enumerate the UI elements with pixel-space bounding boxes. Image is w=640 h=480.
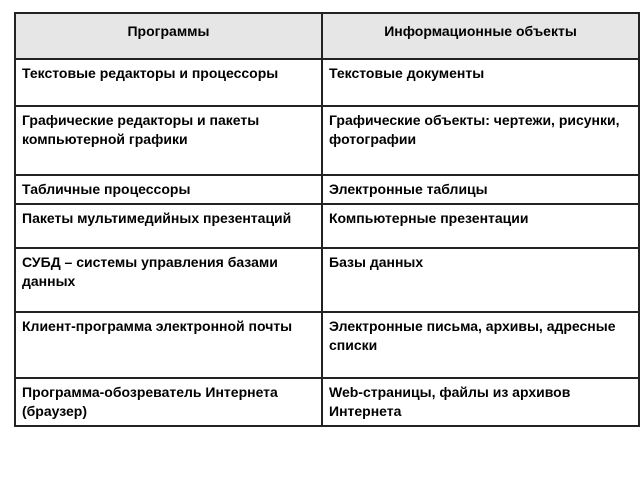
table-container [14,12,640,427]
column-header-programs: Программы [15,13,322,59]
program-cell: СУБД – системы управления базами данных [15,248,322,312]
program-cell: Программа-обозреватель Интернета (браузер) [15,378,322,426]
objects-cell: Электронные таблицы [322,175,639,204]
program-cell: Текстовые редакторы и процессоры [15,59,322,106]
column-header-objects: Информационные объекты [322,13,639,59]
programs-objects-table [14,12,640,427]
program-cell: Пакеты мультимедийных презентаций [15,204,322,248]
objects-cell: Web-страницы, файлы из архивов Интернета [322,378,639,426]
objects-cell: Графические объекты: чертежи, рисунки, фотографии [322,106,639,175]
table-row [15,378,639,426]
table-row [15,175,639,204]
table-row [15,106,639,175]
table-row [15,312,639,378]
header-row [15,13,639,59]
objects-cell: Компьютерные презентации [322,204,639,248]
table-row [15,59,639,106]
table-row [15,204,639,248]
objects-cell: Текстовые документы [322,59,639,106]
objects-cell: Электронные письма, архивы, адресные списки [322,312,639,378]
objects-cell: Базы данных [322,248,639,312]
program-cell: Клиент-программа электронной почты [15,312,322,378]
program-cell: Табличные процессоры [15,175,322,204]
table-row [15,248,639,312]
program-cell: Графические редакторы и пакеты компьютерной графики [15,106,322,175]
